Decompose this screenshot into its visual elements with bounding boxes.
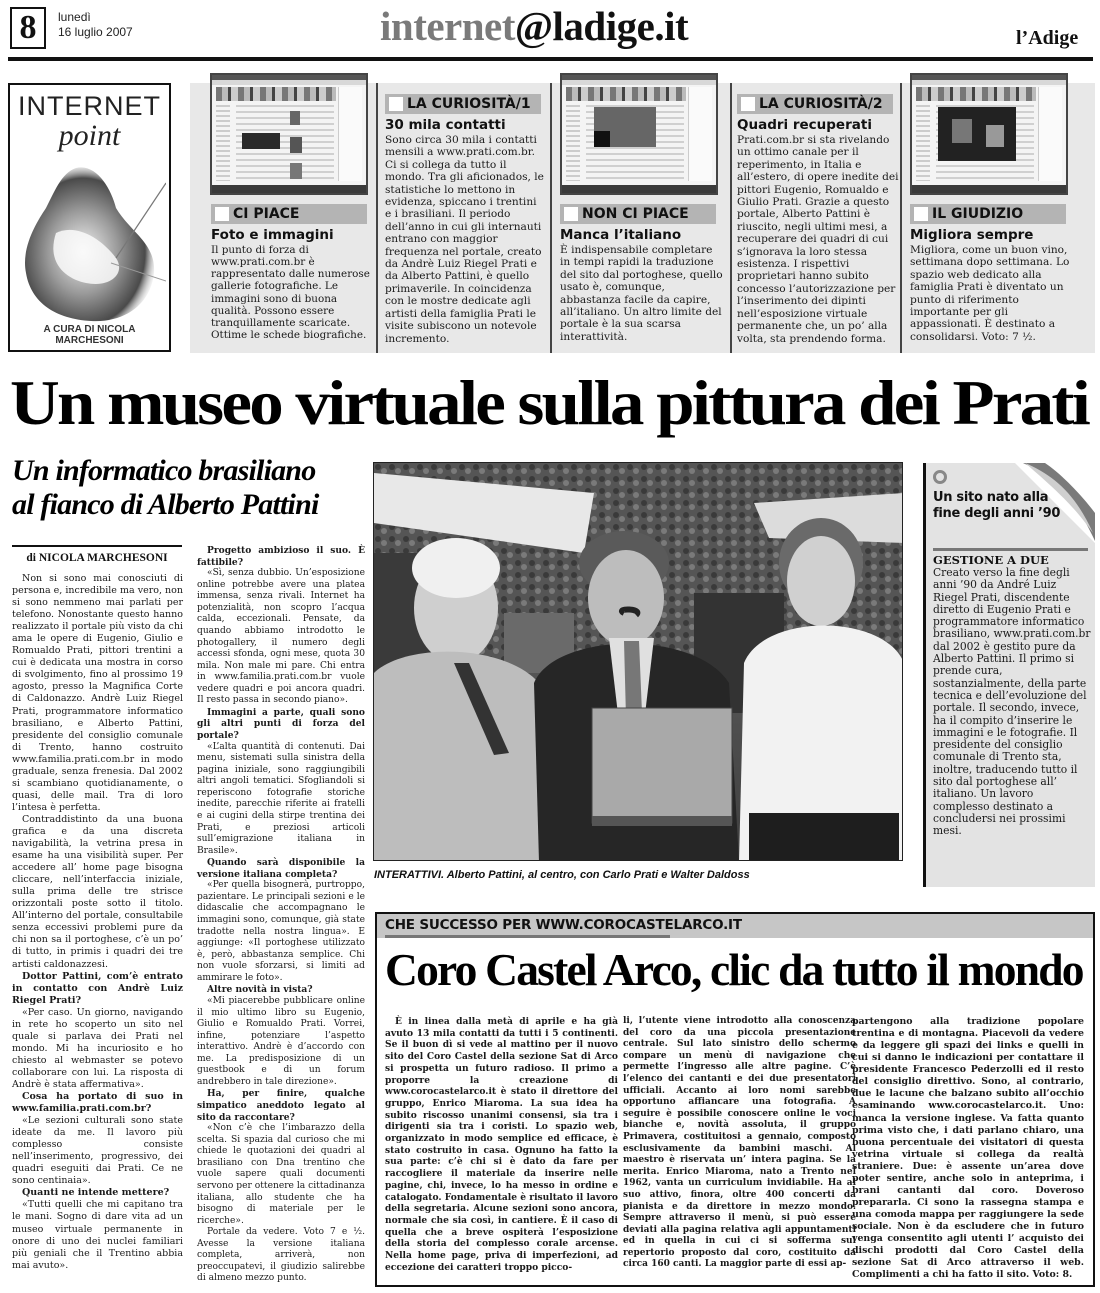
logo-word-internet: INTERNET xyxy=(18,91,161,121)
logo-word-point: point xyxy=(58,119,121,152)
tag-curiosita-1: LA CURIOSITÀ/1 xyxy=(385,94,541,114)
article-paragraph: «Non c’è che l’imbarazzo della scelta. Si spazia dal curioso che mi chiede le quotazioni dei quadri al brasiliano con Dna trentino che vuole sapere quali documenti servono per ottenere la cittadinanza italiana, allo studente che ha bisogno di materiale per le ricerche». xyxy=(197,1123,365,1226)
coro-paragraph: li, l’utente viene introdotto alla conoscenza del coro da una piccola presentazione centrale. Sul lato sinistro dello schermo compare un menù di navigazione che permette l’ingresso alle altre pagine. C’è l’elenco dei cantanti e dei due presentatori ufficiali. Accanto ai loro nomi sarebbe opportuno affiancare una fotografia. A seguire è possibile conoscere online le voci bianche e, novità assoluta, il gruppo Primavera, costituitosi a gennaio, composto esclusivamente da bambini maschi. Al maestro è riservata un’ intera pagina. Se la merita. Enrico Miaroma, nato a Trento nel 1962, vanta un curriculum invidiabile. Ha al suo attivo, finora, oltre 400 concerti da pianista e da direttore in mezzo mondo. Sempre attraverso il menù, si può essere deviati alla pagina relativa agli appuntamenti ed in quella in cui ci si sofferma sul repertorio proposto dal coro, costituito da circa 160 canti. La maggior parte di essi ap- xyxy=(623,1016,856,1270)
curiosita-1-body: Sono circa 30 mila i contatti mensili a www.prati.com.br. Ci si collega da tutto il mondo. Tra gli aficionados, le statistiche lo mettono in evidenza, spiccano i trentini e i brasiliani. Il periodo dell’anno in cui gli internauti entrano con maggior frequenza nel portale, creato da Andrè Luiz Riegel Prati e da Alberto Pattini, è quello primaverile. In coincidenza con le mostre dedicate agli artisti della famiglia Prati le visite subiscono un notevole incremento. xyxy=(385,134,544,345)
ring-bullet-icon xyxy=(933,470,947,484)
interview-question: Dottor Pattini, com’è entrato in contatto con Andrè Luiz Riegel Prati? xyxy=(12,970,183,1006)
byline-rule xyxy=(12,545,182,547)
non-ci-piace-body: È indispensabile completare in tempi rapidi la traduzione del sito dal portoghese, quello usato è, comunque, abbastanza facile da capire, all’italiano. Un altro limite del portale è la sua scarsa interattività. xyxy=(560,244,723,343)
coro-paragraph: partengono alla tradizione popolare trentina e di montagna. Piacevoli da vedere e da leggere gli spazi dei links e quelli in cui si danno le indicazioni per contattare il presidente Francesco Pederzolli ed il resto del consiglio direttivo. Sono, al contrario, due le lacune che balzano subito all’occhio esaminando www.corocastelarco.it. Uno: manca la versione inglese. Va fatta quanto prima visto che, i dati parlano chiaro, una buona percentuale dei visitatori di questa vetrina virtuale si collega da realtà straniere. Due: è assente un’area dove poter sentire, anche solo in anteprima, i brani cantanti dal coro. Doveroso prepararla. Ci sono la rassegna stampa e una comoda mappa per raggiungere la sede sociale. Non è da escludere che in futuro venga consentito agli utenti l’ acquisto dei dischi prodotti dal Coro Castel della sezione Sat di Arco attraverso il web. Complimenti a chi ha fatto il sito. Voto: 8. xyxy=(852,1016,1084,1281)
interview-question: Ha, per finire, qualche simpatico aneddoto legato al sito da raccontare? xyxy=(197,1088,365,1123)
website-screenshot-3 xyxy=(910,73,1068,195)
tag-curiosita-2: LA CURIOSITÀ/2 xyxy=(737,94,893,114)
coro-kicker: CHE SUCCESSO PER WWW.COROCASTELARCO.IT xyxy=(385,917,742,933)
interview-question: Cosa ha portato di suo in www.familia.prati.com.br? xyxy=(12,1091,183,1115)
subheadline-line-1: Un informatico brasiliano xyxy=(12,454,316,487)
sidebar-heading: GESTIONE A DUE xyxy=(933,553,1049,567)
newspaper-name: l’Adige xyxy=(1016,27,1079,49)
issue-day: lunedì xyxy=(58,10,91,24)
curiosita-1-title: 30 mila contatti xyxy=(385,117,506,133)
interview-question: Progetto ambizioso il suo. È fattibile? xyxy=(197,545,365,568)
panel-divider xyxy=(730,83,732,353)
panel-divider xyxy=(376,83,378,353)
panel-divider xyxy=(900,83,902,353)
coro-column-3 xyxy=(852,1016,1084,1281)
sidebar-rule xyxy=(933,548,1088,551)
coro-column-1 xyxy=(385,1016,618,1273)
interview-question: Quando sarà disponibile la versione italiana completa? xyxy=(197,857,365,880)
ci-piace-body: Il punto di forza di www.prati.com.br è rappresentato dalle numerose gallerie fotografiche. Le immagini sono di buona qualità. Possono essere tranquillamente scaricate. Ottime le schede biografiche. xyxy=(211,244,370,342)
coro-headline: Coro Castel Arco, clic da tutto il mondo xyxy=(385,944,1083,995)
curiosita-2-title: Quadri recuperati xyxy=(737,117,872,133)
article-paragraph: Non si sono mai conosciuti di persona e, incredibile ma vero, non si sono nemmeno mai parlati per telefono. Nonostante questo hanno realizzato il portale più visto da chi ama le opere di Eugenio, Giulio e Romualdo Prati, pittori trentini a cui è dedicata una mostra in corso di svolgimento, fino al prossimo 19 agosto, presso la Magnifica Corte di Caldonazzo. Andrè Luiz Riegel Prati, programmatore informatico brasiliano, e Alberto Pattini, presidente del consiglio comunale di Trento, hanno costruito www.familia.prati.com.br in modo graduale, senza frenesia. Dal 2002 si scambiano quotidianamente, o quasi, delle mail. Tra di loro l’intesa è perfetta. xyxy=(12,573,183,813)
article-paragraph: «L’alta quantità di contenuti. Dai menu, sistemati sulla sinistra della pagina iniziale, sono raggiungibili altri angoli tematici. Sfogliandoli si reperiscono fotografie storiche inedite, parecchie riferite ai fratelli e ai cugini della stirpe trentina dei Prati, e preziosi articoli sull’emigrazione italiana in Brasile». xyxy=(197,741,365,856)
panel-divider xyxy=(550,83,552,353)
page-number: 8 xyxy=(10,7,46,49)
interview-question: Immagini a parte, quali sono gli altri punti di forza del portale? xyxy=(197,706,365,741)
section-title xyxy=(380,4,688,48)
coro-column-2 xyxy=(623,1016,856,1271)
interview-question: Quanti ne intende mettere? xyxy=(22,1187,170,1199)
article-paragraph: «Sì, senza dubbio. Un’esposizione online potrebbe avere una platea immensa, senza rivali. Internet ha potenzialità, non scopro l’acqua calda, eccezionali. Pensate, da quando abbiamo introdotto le photogallery, il numero degli accessi sfonda, ogni mese, quota 30 mila. Non male mi pare. Chi entra in www.familia.prati.com.br vuole vedere quadri e poi ancora quadri. Il resto passa in secondo piano». xyxy=(197,568,365,706)
section-title-prefix: internet xyxy=(380,3,515,49)
sidebar-box xyxy=(923,463,1095,887)
curiosita-2-body: Prati.com.br si sta rivelando un ottimo canale per il reperimento, in Italia e all’estero, di opere inedite dei pittori Eugenio, Romualdo e Giulio Prati. Grazie a questo portale, Alberto Pattini è riuscito, negli ultimi mesi, a recuperare dei quadri di cui s’ignorava la loro stessa esistenza. I rispettivi proprietari hanno subito concesso l’autorizzazione per l’inserimento dei dipinti nell’esposizione virtuale permanente che, un po’ alla volta, sta prendendo forma. xyxy=(737,134,899,345)
non-ci-piace-title: Manca l’italiano xyxy=(560,227,682,243)
ci-piace-title: Foto e immagini xyxy=(211,227,334,243)
article-paragraph: «Per quella bisognerà, purtroppo, pazientare. Le principali sezioni e le didascalie che accompagnano le immagini sono, comunque, già state tradotte nella nostra lingua». E aggiunge: «Il portoghese utilizzato è, però, abbastanza semplice. Chi non vuole sforzarsi, si limiti ad ammirare le foto». xyxy=(197,880,365,983)
subheadline-line-2: al fianco di Alberto Pattini xyxy=(12,488,319,521)
giudizio-title: Migliora sempre xyxy=(910,227,1034,243)
column-credit: A CURA DI NICOLA MARCHESONI xyxy=(43,324,136,346)
sidebar-title: Un sito nato alla fine degli anni ’90 xyxy=(933,490,1061,521)
sidebar-body: Creato verso la fine degli anni ’90 da André Luiz Riegel Prati, discendente diretto di Eugenio Prati e programmatore informatico brasiliano, www.prati.com.br dal 2002 è gestito pure da Alberto Pattini. Il primo si prende cura, sostanzialmente, della parte tecnica e dell’evoluzione del portale. Il secondo, invece, ha il compito d’inserire le immagini e le fotografie. Il presidente del consiglio comunale di Trento sta, inoltre, traducendo tutto il sito dal portoghese all’ italiano. Un lavoro complesso destinato a concludersi nei prossimi mesi. xyxy=(933,566,1091,838)
photo-caption: INTERATTIVI. Alberto Pattini, al centro, con Carlo Prati e Walter Daldoss xyxy=(374,869,750,881)
article-headline: Un museo virtuale sulla pittura dei Prati xyxy=(10,368,1088,438)
mouse-illustration-icon xyxy=(16,163,166,328)
section-title-suffix: @ladige.it xyxy=(514,3,689,49)
article-paragraph: Portale da vedere. Voto 7 e ½. Avesse la versione italiana completa, arriverà, non preoccupatevi, il giudizio salirebbe di almeno mezzo punto. xyxy=(197,1227,365,1284)
article-byline: di NICOLA MARCHESONI xyxy=(26,552,168,564)
article-paragraph: «Per caso. Un giorno, navigando in rete ho scoperto un sito nel quale si parlava dei Prati nel mondo. Mi ha incuriosito e ho chiesto al webmaster se potevo collaborare con lui. La risposta di Andrè è stata affermativa». xyxy=(12,1006,183,1090)
issue-date xyxy=(58,10,133,40)
tag-giudizio: IL GIUDIZIO xyxy=(910,204,1066,224)
coro-paragraph: È in linea dalla metà di aprile e ha già avuto 13 mila contatti da tutti i 5 continenti. Se il buon dì si vede al mattino per il nuovo sito del Coro Castel della sezione Sat di Arco si prospetta un futuro radioso. Il primo a proporre la creazione di www.corocastelarco.it è stato il direttore del gruppo, Enrico Miaroma. La sua idea ha subito riscosso unanimi consensi, sia tra i dirigenti sia tra i coristi. Lo spazio web, organizzato in modo semplice ed efficace, è stato costruito in casa. Ognuno ha fatto la sua parte: c’è chi si è dato da fare per raccogliere il materiale da inserire nelle pagine, chi, invece, lo ha messo in ordine e catalogato. Fondamentale è risultato il lavoro della segretaria. Alcune sezioni sono ancora, normale che sia così, in cantiere. È il caso di quella che a breve ospiterà l’esposizione della storia del complesso corale arcense. Nella home page, priva di imperfezioni, ad eccezione dei caratteri troppo picco- xyxy=(385,1016,618,1273)
internet-point-logo xyxy=(8,83,171,352)
photo-three-men-icon xyxy=(374,463,903,861)
article-column-1 xyxy=(12,573,183,1272)
article-column-2 xyxy=(197,545,365,1285)
article-subheadline xyxy=(12,454,362,522)
interview-question: Altre novità in vista? xyxy=(207,984,313,996)
article-photo xyxy=(373,462,903,861)
giudizio-body: Migliora, come un buon vino, settimana dopo settimana. Lo spazio web dedicato alla famiglia Prati è diventato un punto di riferimento importante per gli appassionati. È destinato a consolidarsi. Voto: 7 ½. xyxy=(910,244,1070,343)
issue-full-date: 16 luglio 2007 xyxy=(58,25,133,39)
tag-ci-piace: CI PIACE xyxy=(211,204,367,224)
tag-non-ci-piace: NON CI PIACE xyxy=(560,204,716,224)
website-screenshot-1 xyxy=(210,73,368,195)
masthead-rule xyxy=(8,57,1093,61)
article-paragraph: «Tutti quelli che mi capitano tra le mani. Sogno di dare vita ad un museo virtuale permanente in onore di uno dei nuclei familiari più geniali che il Trentino abbia mai avuto». xyxy=(12,1199,183,1271)
article-paragraph: Contraddistinto da una buona grafica e da una discreta navigabilità, la vetrina presa in esame ha una visibilità super. Per accedere all’ home page bisogna cliccare, nell’interfaccia iniziale, sulla prima delle tre strisce orizzontali poste sotto il titolo. All’interno del portale, consultabile senza eccessivi problemi pure da chi non sa il portoghese, c’è un po’ di tutto, in primis i quadri dei tre artisti caldonazzesi. xyxy=(12,813,183,970)
article-paragraph: «Le sezioni culturali sono state ideate da me. Il lavoro più complesso consiste nell’inserimento, progressivo, dei quadri eseguiti dai Prati. Ce ne sono centinaia». xyxy=(12,1115,183,1187)
article-paragraph: «Mi piacerebbe pubblicare online il mio ultimo libro su Eugenio, Giulio e Romualdo Prati. Vorrei, infine, potenziare l’aspetto interattivo. Andrè è d’accordo con me. La predisposizione di un guestbook e di un forum andrebbero in tale direzione». xyxy=(197,995,365,1087)
website-screenshot-2 xyxy=(560,73,718,195)
coro-article-box xyxy=(375,912,1095,1287)
coro-kicker-underline xyxy=(385,935,670,938)
